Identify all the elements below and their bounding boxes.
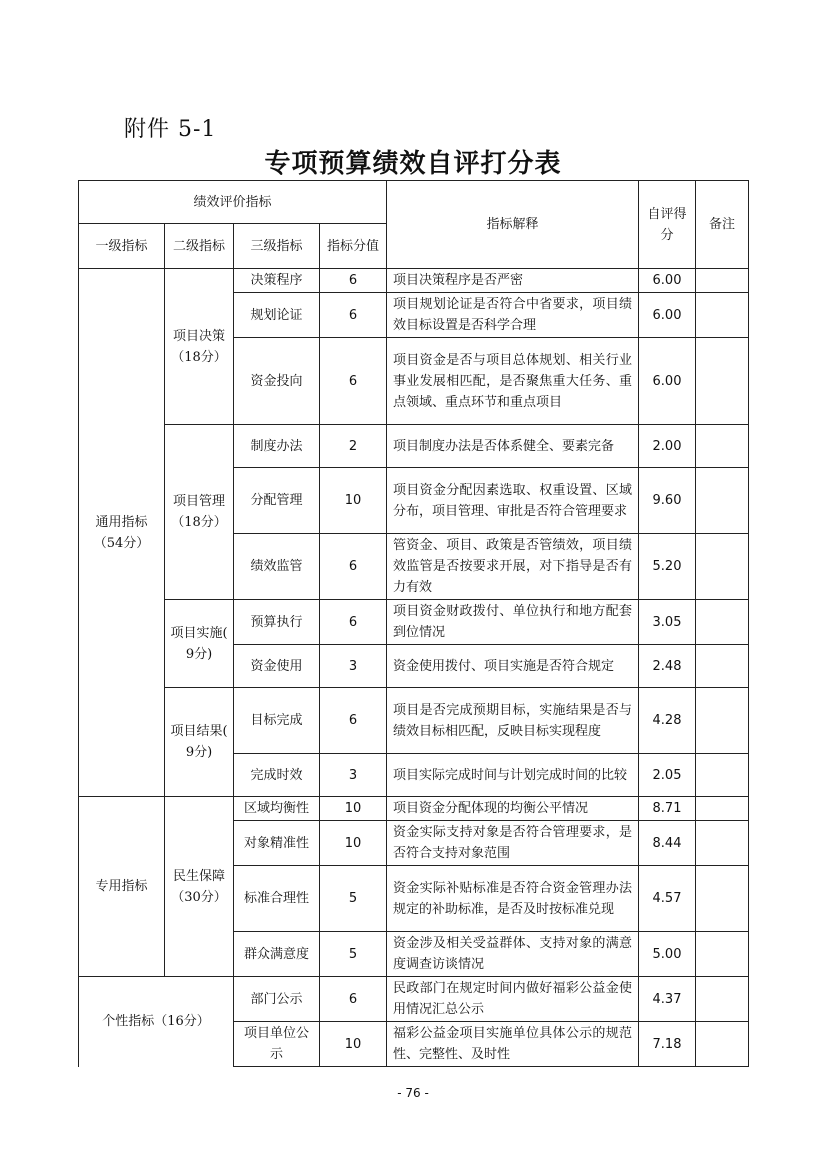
score-cell: 5.00 — [639, 932, 696, 977]
group-dedicated: 专用指标 — [79, 797, 165, 977]
remark-cell — [696, 821, 749, 866]
level3-cell: 对象精准性 — [234, 821, 320, 866]
subgroup-results: 项目结果( 9分) — [165, 688, 234, 797]
explanation-cell: 项目规划论证是否符合中省要求，项目绩效目标设置是否科学合理 — [387, 293, 639, 338]
explanation-cell: 项目实际完成时间与计划完成时间的比较 — [387, 754, 639, 797]
explanation-cell: 福彩公益金项目实施单位具体公示的规范性、完整性、及时性 — [387, 1022, 639, 1067]
score-cell: 8.44 — [639, 821, 696, 866]
weight-cell: 6 — [320, 338, 387, 425]
remark-cell — [696, 338, 749, 425]
remark-cell — [696, 534, 749, 600]
score-cell: 2.48 — [639, 645, 696, 688]
remark-cell — [696, 1022, 749, 1067]
attachment-label: 附件 5-1 — [124, 117, 217, 142]
explanation-cell: 资金使用拨付、项目实施是否符合规定 — [387, 645, 639, 688]
level3-cell: 部门公示 — [234, 977, 320, 1022]
weight-cell: 10 — [320, 1022, 387, 1067]
subgroup-implementation: 项目实施( 9分) — [165, 600, 234, 688]
score-cell: 7.18 — [639, 1022, 696, 1067]
subgroup-livelihood: 民生保障（30分） — [165, 797, 234, 977]
header-level1: 一级指标 — [79, 224, 165, 269]
remark-cell — [696, 754, 749, 797]
score-cell: 4.57 — [639, 866, 696, 932]
level3-cell: 规划论证 — [234, 293, 320, 338]
weight-cell: 5 — [320, 866, 387, 932]
weight-cell: 6 — [320, 269, 387, 293]
remark-cell — [696, 645, 749, 688]
header-weight: 指标分值 — [320, 224, 387, 269]
level3-cell: 预算执行 — [234, 600, 320, 645]
explanation-cell: 管资金、项目、政策是否管绩效，项目绩效监管是否按要求开展，对下指导是否有力有效 — [387, 534, 639, 600]
explanation-cell: 项目制度办法是否体系健全、要素完备 — [387, 425, 639, 468]
remark-cell — [696, 425, 749, 468]
level3-cell: 完成时效 — [234, 754, 320, 797]
header-remarks: 备注 — [696, 181, 749, 269]
level3-cell: 群众满意度 — [234, 932, 320, 977]
explanation-cell: 项目决策程序是否严密 — [387, 269, 639, 293]
level3-cell: 目标完成 — [234, 688, 320, 754]
level3-cell: 决策程序 — [234, 269, 320, 293]
level3-cell: 资金投向 — [234, 338, 320, 425]
group-general: 通用指标（54分） — [79, 269, 165, 797]
explanation-cell: 项目资金是否与项目总体规划、相关行业事业发展相匹配，是否聚焦重大任务、重点领域、重点环节和重点项目 — [387, 338, 639, 425]
weight-cell: 6 — [320, 293, 387, 338]
explanation-cell: 项目资金分配因素选取、权重设置、区域分布，项目管理、审批是否符合管理要求 — [387, 468, 639, 534]
remark-cell — [696, 797, 749, 821]
weight-cell: 3 — [320, 645, 387, 688]
score-cell: 6.00 — [639, 338, 696, 425]
evaluation-table — [78, 180, 749, 1067]
page-title: 专项预算绩效自评打分表 — [264, 149, 562, 179]
weight-cell: 6 — [320, 977, 387, 1022]
weight-cell: 10 — [320, 821, 387, 866]
header-indicator-group: 绩效评价指标 — [79, 181, 387, 224]
level3-cell: 绩效监管 — [234, 534, 320, 600]
level3-cell: 区域均衡性 — [234, 797, 320, 821]
weight-cell: 10 — [320, 797, 387, 821]
weight-cell: 3 — [320, 754, 387, 797]
subgroup-decision: 项目决策（18分） — [165, 269, 234, 425]
header-level2: 二级指标 — [165, 224, 234, 269]
score-cell: 6.00 — [639, 293, 696, 338]
level3-cell: 标准合理性 — [234, 866, 320, 932]
header-level3: 三级指标 — [234, 224, 320, 269]
score-cell: 6.00 — [639, 269, 696, 293]
score-cell: 9.60 — [639, 468, 696, 534]
level3-cell: 资金使用 — [234, 645, 320, 688]
score-cell: 2.00 — [639, 425, 696, 468]
remark-cell — [696, 866, 749, 932]
remark-cell — [696, 977, 749, 1022]
explanation-cell: 项目是否完成预期目标，实施结果是否与绩效目标相匹配，反映目标实现程度 — [387, 688, 639, 754]
weight-cell: 10 — [320, 468, 387, 534]
explanation-cell: 民政部门在规定时间内做好福彩公益金使用情况汇总公示 — [387, 977, 639, 1022]
remark-cell — [696, 293, 749, 338]
level3-cell: 分配管理 — [234, 468, 320, 534]
score-cell: 2.05 — [639, 754, 696, 797]
weight-cell: 6 — [320, 534, 387, 600]
weight-cell: 6 — [320, 688, 387, 754]
level3-cell: 制度办法 — [234, 425, 320, 468]
remark-cell — [696, 932, 749, 977]
subgroup-management: 项目管理（18分） — [165, 425, 234, 600]
explanation-cell: 资金实际支持对象是否符合管理要求，是否符合支持对象范围 — [387, 821, 639, 866]
group-personal: 个性指标（16分） — [79, 977, 234, 1067]
header-self-score: 自评得分 — [639, 181, 696, 269]
remark-cell — [696, 688, 749, 754]
remark-cell — [696, 600, 749, 645]
weight-cell: 5 — [320, 932, 387, 977]
explanation-cell: 资金实际补贴标准是否符合资金管理办法规定的补助标准，是否及时按标准兑现 — [387, 866, 639, 932]
remark-cell — [696, 269, 749, 293]
explanation-cell: 资金涉及相关受益群体、支持对象的满意度调查访谈情况 — [387, 932, 639, 977]
remark-cell — [696, 468, 749, 534]
explanation-cell: 项目资金分配体现的均衡公平情况 — [387, 797, 639, 821]
level3-cell: 项目单位公示 — [234, 1022, 320, 1067]
explanation-cell: 项目资金财政拨付、单位执行和地方配套到位情况 — [387, 600, 639, 645]
score-cell: 5.20 — [639, 534, 696, 600]
page-number: - 76 - — [397, 1086, 429, 1100]
score-cell: 3.05 — [639, 600, 696, 645]
score-cell: 4.28 — [639, 688, 696, 754]
weight-cell: 2 — [320, 425, 387, 468]
score-cell: 4.37 — [639, 977, 696, 1022]
score-cell: 8.71 — [639, 797, 696, 821]
weight-cell: 6 — [320, 600, 387, 645]
header-explanation: 指标解释 — [387, 181, 639, 269]
